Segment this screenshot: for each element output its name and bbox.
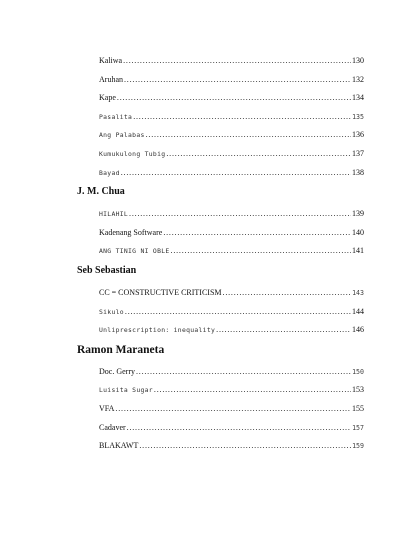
- entry-page-number: 135: [352, 112, 364, 121]
- author-heading: Ramon Maraneta: [77, 343, 165, 356]
- entry-title: Kumukulong Tubig: [99, 149, 166, 158]
- dot-leader: [163, 224, 351, 243]
- entry-page-number: 140: [352, 227, 364, 237]
- dot-leader: [115, 400, 351, 419]
- toc-entry[interactable]: [99, 126, 364, 145]
- dot-leader: [124, 71, 351, 90]
- dot-leader: [139, 437, 351, 456]
- entry-page-number: 141: [352, 246, 364, 256]
- toc-entry[interactable]: [99, 400, 364, 419]
- entry-title: Bayad: [99, 168, 120, 177]
- toc-entry[interactable]: [99, 242, 364, 261]
- toc-section-jm-chua: [0, 185, 420, 261]
- dot-leader: [171, 242, 351, 261]
- author-heading: Seb Sebastian: [77, 264, 137, 276]
- toc-entry[interactable]: [99, 205, 364, 224]
- dot-leader: [117, 89, 351, 108]
- dot-leader: [127, 419, 351, 438]
- toc-section-seb-sebastian: [0, 264, 420, 340]
- entry-title: Pasalita: [99, 112, 133, 121]
- entry-page-number: 146: [352, 325, 364, 335]
- dot-leader: [136, 363, 351, 382]
- entry-page-number: 138: [352, 167, 364, 177]
- entry-page-number: 157: [352, 423, 364, 432]
- toc-entry[interactable]: [99, 224, 364, 243]
- toc-entry[interactable]: [99, 381, 364, 400]
- author-heading: J. M. Chua: [77, 186, 125, 198]
- entry-page-number: 139: [352, 209, 364, 219]
- entry-page-number: 136: [352, 130, 364, 140]
- dot-leader: [125, 303, 351, 322]
- entry-title: Ang Palabas: [99, 131, 145, 140]
- entry-page-number: 155: [352, 403, 364, 413]
- toc-entry[interactable]: [99, 363, 364, 382]
- entry-title: Kape: [99, 93, 116, 103]
- dot-leader: [223, 284, 352, 303]
- toc-entry[interactable]: [99, 419, 364, 438]
- toc-entry[interactable]: [99, 108, 364, 127]
- entry-title: HILAHIL: [99, 210, 129, 219]
- dot-leader: [154, 381, 351, 400]
- entry-page-number: 144: [352, 306, 364, 316]
- dot-leader: [123, 52, 351, 71]
- dot-leader: [133, 108, 351, 127]
- entry-page-number: 150: [352, 367, 364, 376]
- entry-title: Unliprescription: inequality: [99, 326, 216, 335]
- entry-title: Luisita Sugar: [99, 386, 153, 395]
- entry-title: ANG TINIG NI OBLE: [99, 247, 170, 256]
- entry-title: Kadenang Software: [99, 227, 163, 237]
- entry-page-number: 143: [352, 288, 364, 297]
- toc-entry[interactable]: [99, 321, 364, 340]
- entry-title: BLAKAWT: [99, 441, 139, 451]
- toc-entry[interactable]: [99, 89, 364, 108]
- entry-page-number: 159: [352, 442, 364, 451]
- entry-title: CC = CONSTRUCTIVE CRITICISM: [99, 287, 222, 297]
- dot-leader: [216, 321, 351, 340]
- entry-title: Kaliwa: [99, 56, 123, 65]
- dot-leader: [129, 205, 351, 224]
- toc-entry[interactable]: [99, 52, 364, 71]
- entry-page-number: 137: [352, 148, 364, 158]
- dot-leader: [166, 145, 351, 164]
- toc-entry[interactable]: [99, 145, 364, 164]
- entry-title: VFA: [99, 403, 115, 413]
- toc-list: [0, 52, 420, 456]
- entry-title: Aruhan: [99, 74, 123, 84]
- toc-entry[interactable]: [99, 164, 364, 183]
- entry-page-number: 153: [352, 385, 364, 395]
- entry-page-number: 130: [352, 56, 364, 65]
- toc-entry[interactable]: [99, 303, 364, 322]
- dot-leader: [121, 164, 351, 183]
- entry-page-number: 132: [352, 74, 364, 84]
- entry-title: Cadaver: [99, 422, 126, 432]
- entry-page-number: 134: [352, 93, 364, 103]
- toc-entry[interactable]: [99, 284, 364, 303]
- toc-section-ramon-maraneta: [0, 343, 420, 456]
- entry-title: Doc. Gerry: [99, 366, 135, 376]
- toc-section-continued: [0, 52, 420, 182]
- toc-entry[interactable]: [99, 437, 364, 456]
- dot-leader: [146, 126, 351, 145]
- toc-entry[interactable]: [99, 71, 364, 90]
- entry-title: Sikulo: [99, 307, 124, 316]
